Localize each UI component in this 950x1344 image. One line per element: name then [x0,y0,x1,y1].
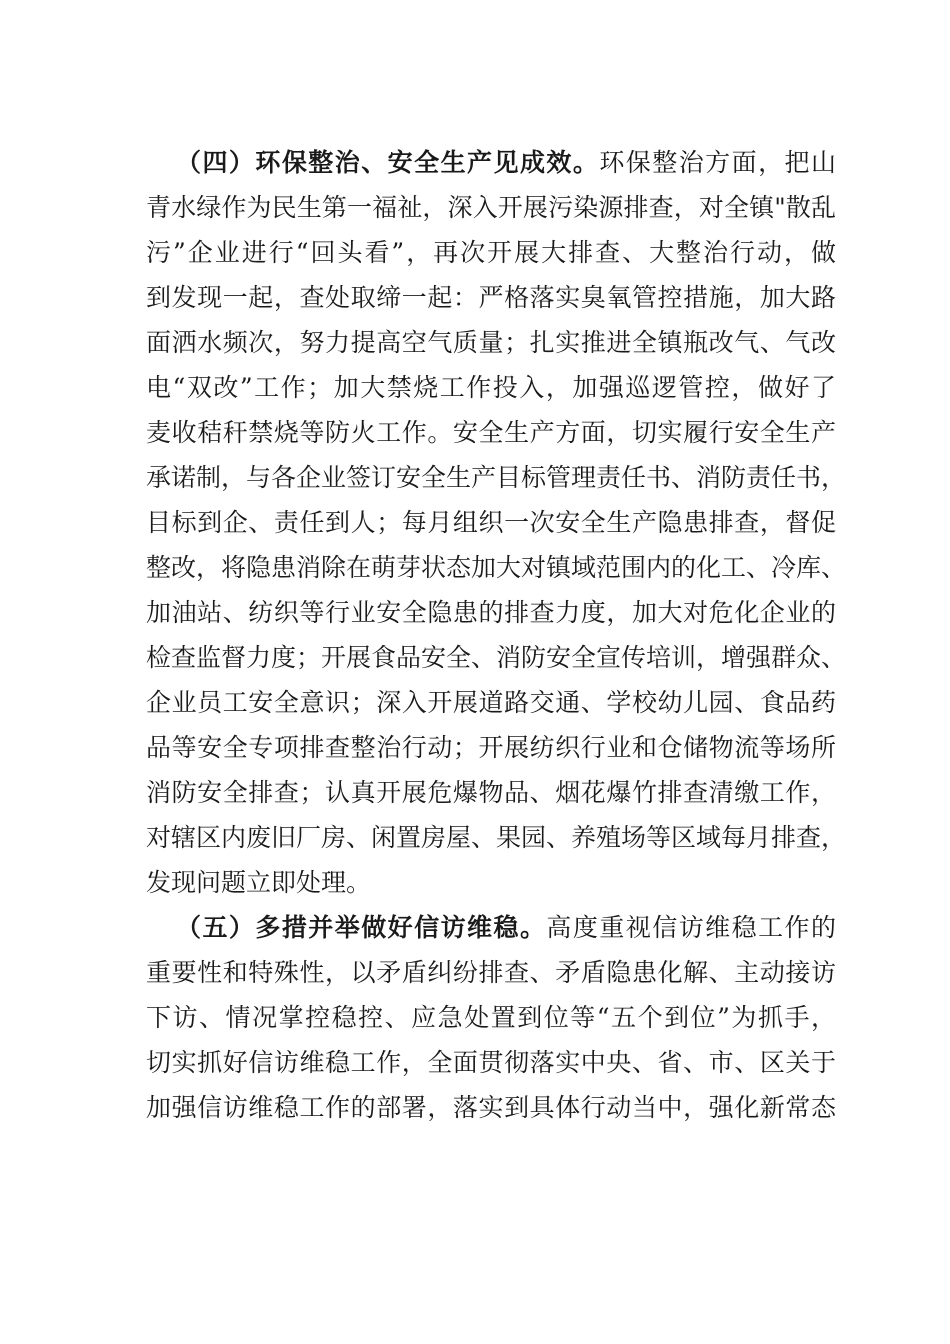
section4-line: 面洒水频次，努力提高空气质量；扎实推进全镇瓶改气、气改 [146,328,836,357]
section5-first-line-text: 高度重视信访维稳工作的 [546,913,836,942]
section5-line: 重要性和特殊性，以矛盾纠纷排查、矛盾隐患化解、主动接访 [146,958,836,987]
section4-line: 消防安全排查；认真开展危爆物品、烟花爆竹排查清缴工作， [146,778,836,807]
section4-line: 电“双改”工作；加大禁烧工作投入，加强巡逻管控，做好了 [146,373,836,402]
section4-line: 企业员工安全意识；深入开展道路交通、学校幼儿园、食品药 [146,688,836,717]
section5-line: 切实抓好信访维稳工作，全面贯彻落实中央、省、市、区关于 [146,1048,836,1077]
section4-line: 目标到企、责任到人；每月组织一次安全生产隐患排查，督促 [146,508,836,537]
section4-line: 青水绿作为民生第一福祉，深入开展污染源排查，对全镇"散乱 [146,193,836,222]
section4-line: 麦收秸秆禁烧等防火工作。安全生产方面，切实履行安全生产 [146,418,836,447]
section5-first-line [176,908,836,948]
section5-heading: （五）多措并举做好信访维稳。 [176,913,547,942]
section4-first-line [176,143,836,183]
section4-last-line: 发现问题立即处理。 [146,868,372,897]
section4-line: 到发现一起，查处取缔一起：严格落实臭氧管控措施，加大路 [146,283,836,312]
section4-line: 加油站、纺织等行业安全隐患的排查力度，加大对危化企业的 [146,598,836,627]
section4-line: 污”企业进行“回头看”，再次开展大排查、大整治行动，做 [146,238,836,267]
section4-heading: （四）环保整治、安全生产见成效。 [176,148,600,177]
section4-line: 整改，将隐患消除在萌芽状态加大对镇域范围内的化工、冷库、 [146,553,847,582]
section4-line: 对辖区内废旧厂房、闲置房屋、果园、养殖场等区域每月排查， [146,823,847,852]
section4-first-line-text: 环保整治方面，把山 [599,148,836,177]
section5-line: 下访、情况掌控稳控、应急处置到位等“五个到位”为抓手， [146,1003,836,1032]
section4-line: 检查监督力度；开展食品安全、消防安全宣传培训，增强群众、 [146,643,847,672]
section4-line: 承诺制，与各企业签订安全生产目标管理责任书、消防责任书， [146,463,847,492]
section5-line: 加强信访维稳工作的部署，落实到具体行动当中，强化新常态 [146,1093,836,1122]
section4-line: 品等安全专项排查整治行动；开展纺织行业和仓储物流等场所 [146,733,836,762]
